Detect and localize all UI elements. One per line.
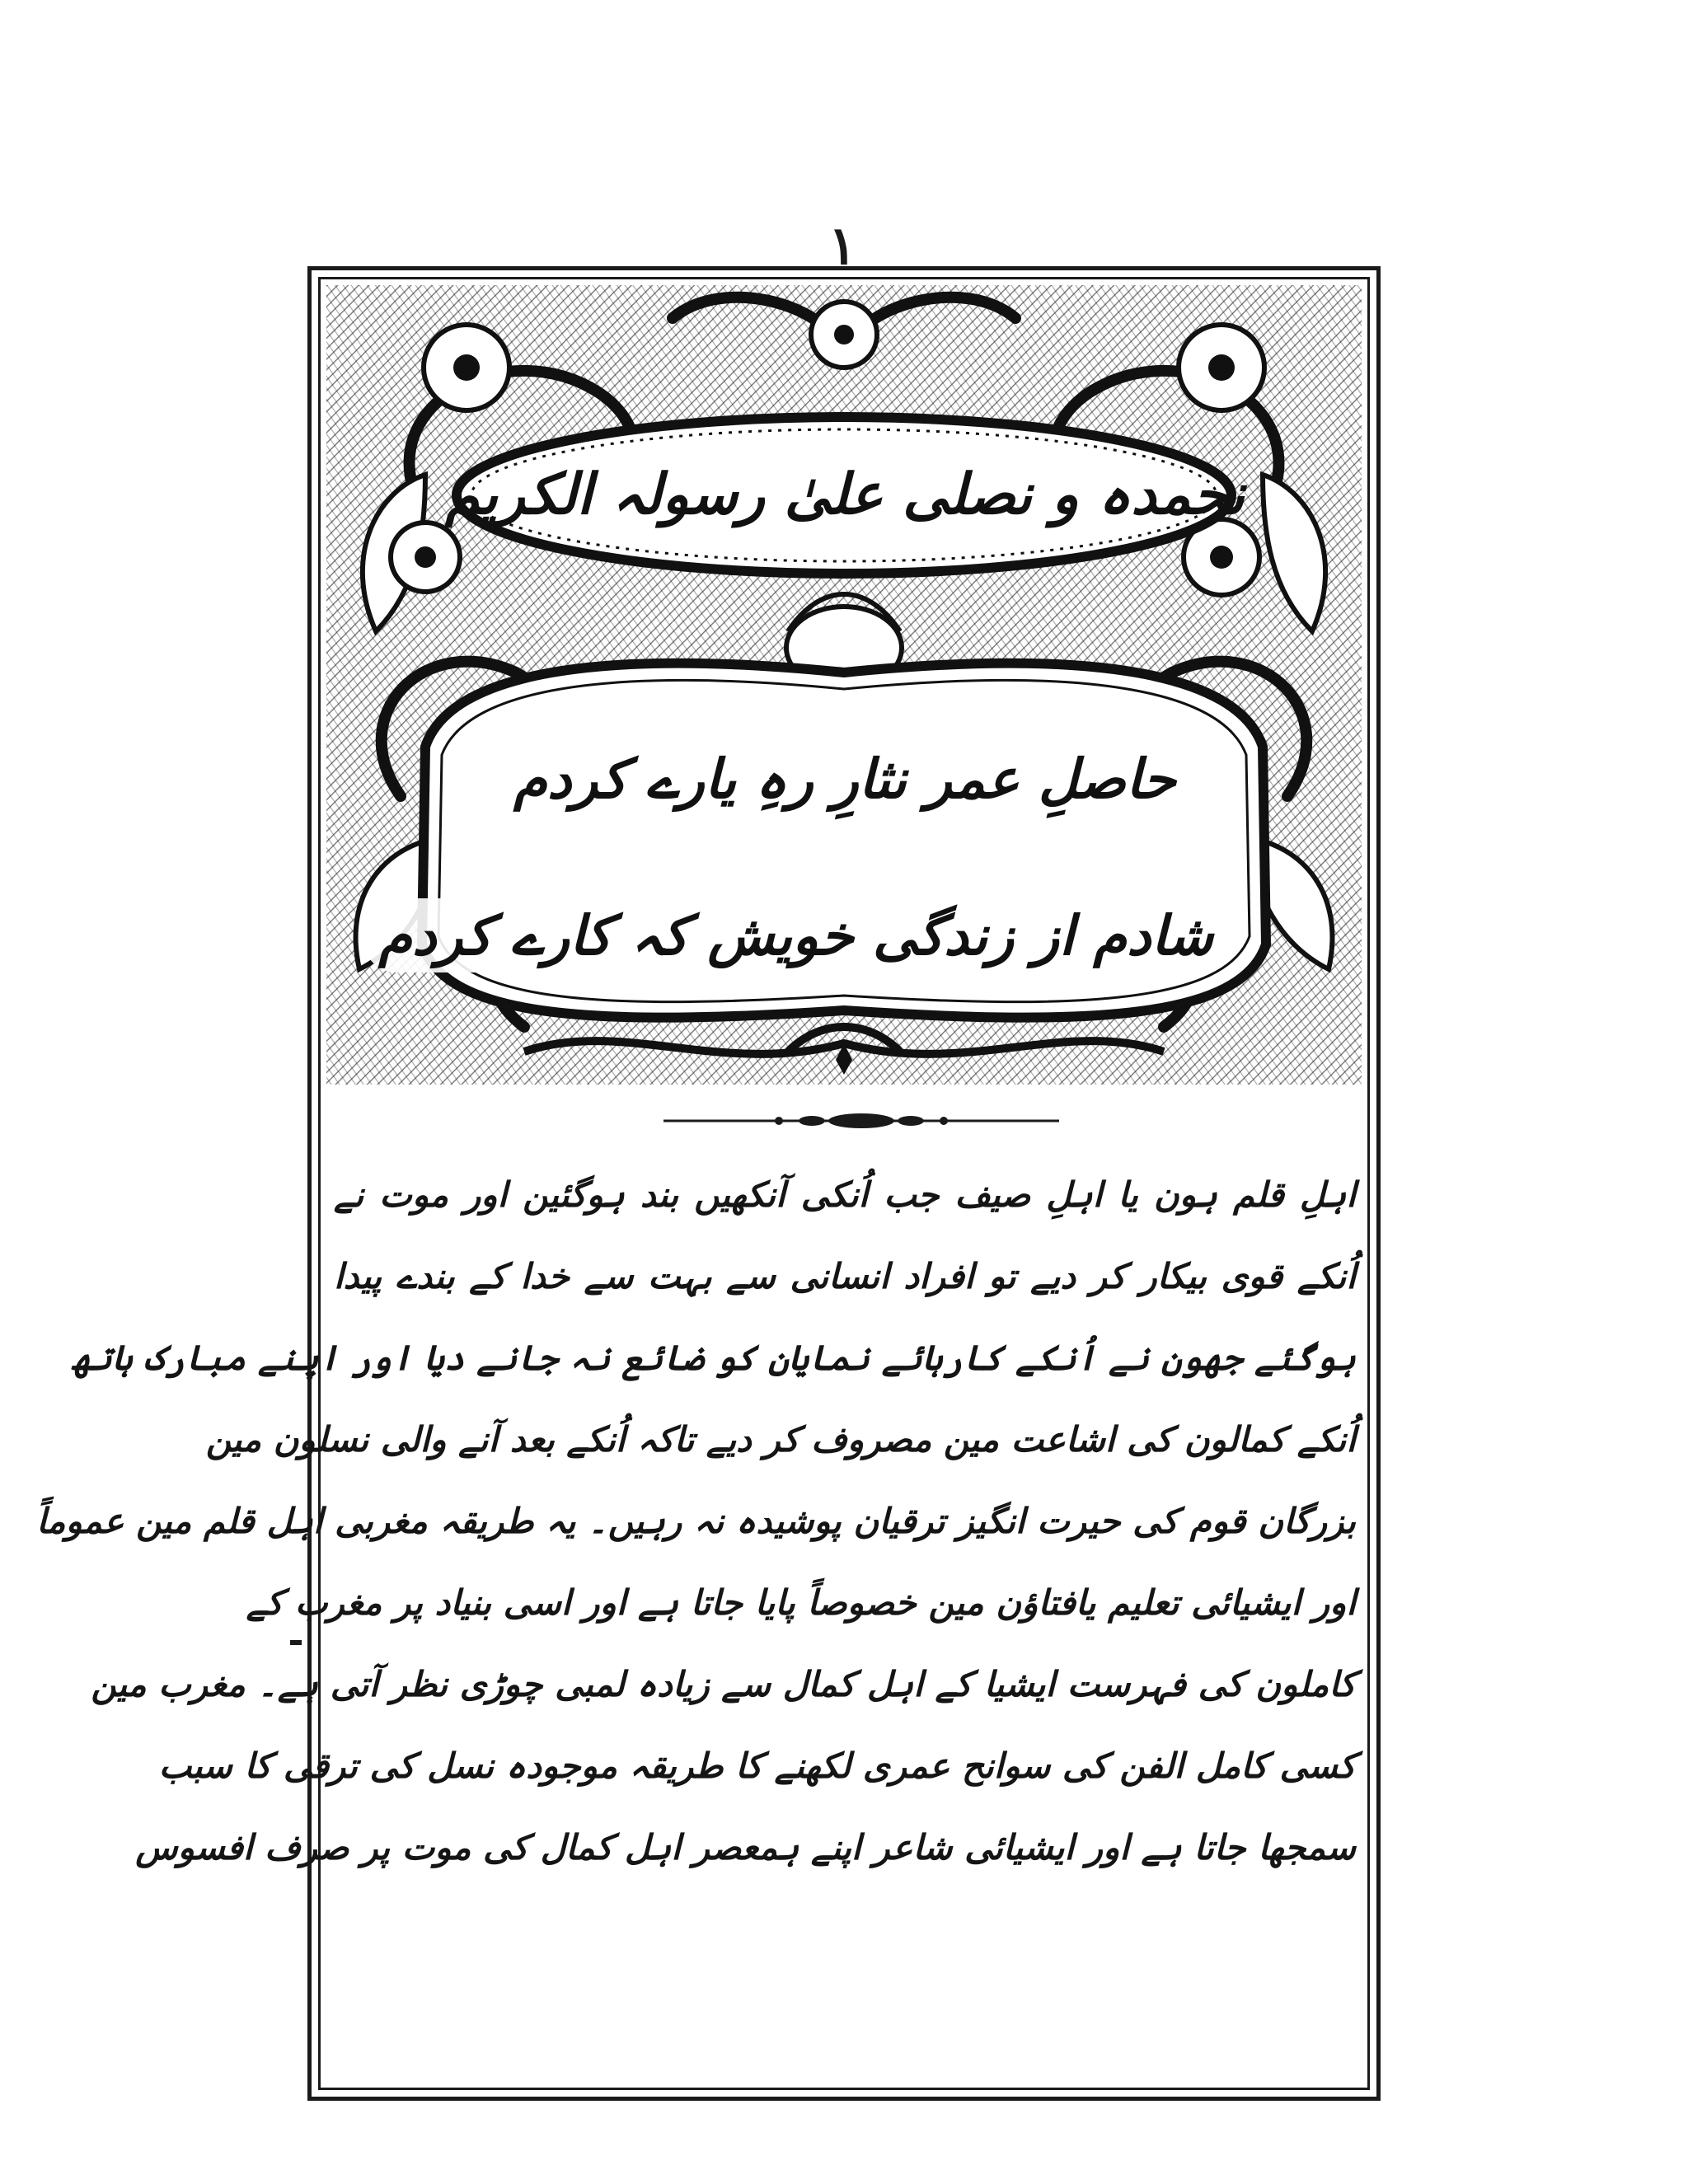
body-text xyxy=(36,1154,1356,1888)
text-line: اُنکے کمالون کی اشاعت مین مصروف کر دیے تاکہ اُنکے بعد آنے والی نسلون مین xyxy=(205,1419,1356,1460)
text-line: اُنکے قوی بیکار کر دیے تو افراد انسانی سے بہت سے خدا کے بندے پیدا xyxy=(334,1256,1356,1296)
text-line: اور ایشیائی تعلیم یافتاؤن مین خصوصاً پایا جاتا ہے اور اسی بنیاد پر مغرب کے xyxy=(246,1582,1356,1623)
text-line: ہوگئے جھون نے اُنکے کارہائے نمایان کو ضائع نہ جانے دیا اور اپنے مبارک ہاتھ xyxy=(71,1338,1356,1378)
benediction-text: نحمدہ و نصلی علیٰ رسولہ الکریم xyxy=(444,462,1245,527)
verse-line-2-text: شادم از زندگی خویش کہ کارے کردم xyxy=(363,898,1228,972)
verse-line-1 xyxy=(462,742,1228,816)
verse-line-1-text: حاصلِ عمر نثارِ رہِ یارے کردم xyxy=(499,742,1191,816)
text-line: اہلِ قلم ہون یا اہلِ صیف جب اُنکی آنکھیں بند ہوگئین اور موت نے xyxy=(334,1174,1356,1215)
text-line: سمجھا جاتا ہے اور ایشیائی شاعر اپنے ہمعصر اہل کمال کی موت پر صرف افسوس xyxy=(135,1827,1356,1868)
page-number: ۱ xyxy=(828,214,857,277)
margin-mark xyxy=(290,1640,302,1645)
text-line: کسی کامل الفن کی سوانح عمری لکھنے کا طریقہ موجودہ نسل کی ترقی کا سبب xyxy=(158,1746,1356,1786)
verse-line-2 xyxy=(378,898,1228,972)
text-line: کاملون کی فہرست ایشیا کے اہل کمال سے زیادہ لمبی چوڑی نظر آتی ہے۔ مغرب مین xyxy=(91,1664,1356,1704)
section-divider xyxy=(663,1104,1059,1137)
text-line: بزرگان قوم کی حیرت انگیز ترقیان پوشیدہ نہ رہیں۔ یہ طریقہ مغربی اہل قلم مین عموماً xyxy=(36,1501,1356,1541)
benediction-heading xyxy=(429,462,1261,527)
